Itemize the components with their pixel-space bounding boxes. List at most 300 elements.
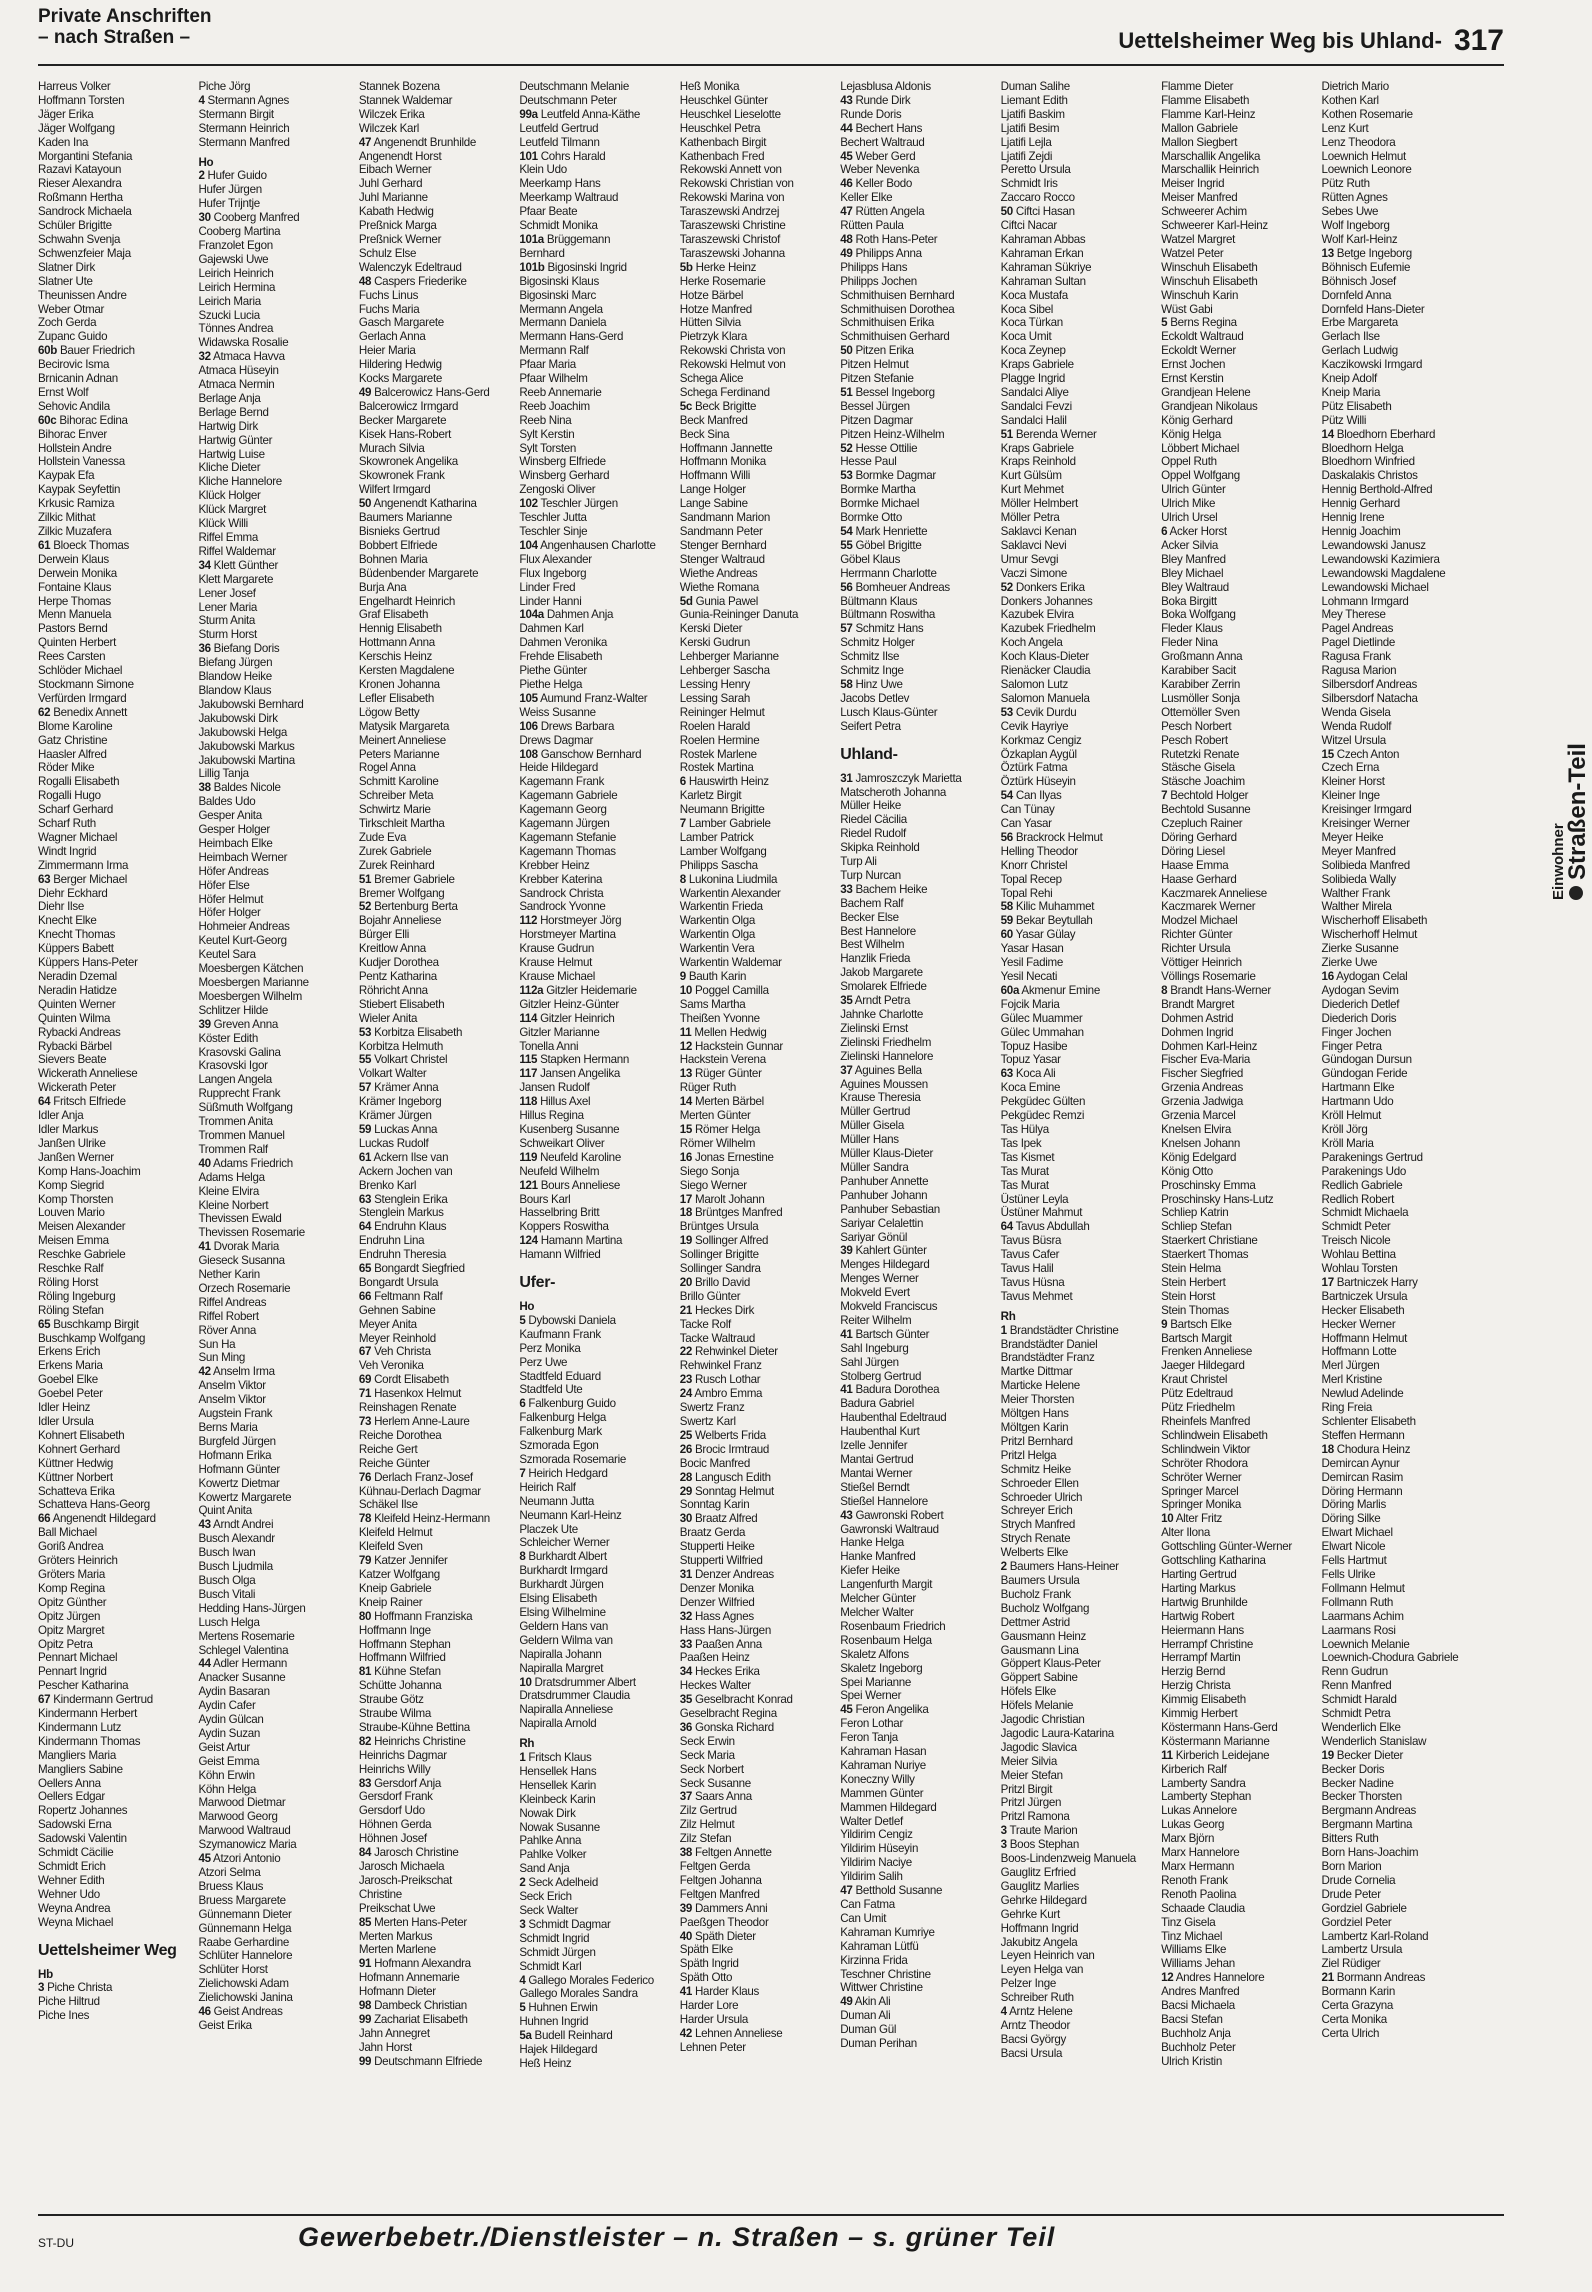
resident-name: Stenger Bernhard <box>679 538 767 552</box>
resident-name: Küttner Hedwig <box>38 1456 114 1470</box>
house-number: 41 <box>840 1327 853 1341</box>
resident-entry <box>1322 497 1476 511</box>
resident-entry <box>680 108 834 122</box>
resident-name: Diederich Detlef <box>1321 997 1400 1011</box>
resident-entry <box>198 434 352 448</box>
resident-entry <box>198 1073 352 1087</box>
house-number: 49 <box>358 385 372 399</box>
resident-entry <box>840 1258 994 1272</box>
resident-entry <box>840 80 994 94</box>
resident-name: Bobbert Elfriede <box>358 538 438 552</box>
resident-entry <box>840 650 994 664</box>
resident-name: Ziel Rüdiger <box>1321 1957 1381 1971</box>
resident-name: Hotze Manfred <box>679 302 752 316</box>
resident-name: Janßen Ulrike <box>38 1136 106 1150</box>
resident-name: Neumann Jutta <box>519 1494 595 1508</box>
resident-name: Pitzen Stefanie <box>840 372 914 386</box>
resident-name: Napiralla Arnold <box>519 1717 597 1731</box>
resident-entry <box>680 1665 834 1679</box>
resident-entry <box>840 344 994 358</box>
resident-entry <box>38 233 192 247</box>
resident-name: Gallego Morales Sandra <box>519 1987 638 2001</box>
resident-name: Acker Silvia <box>1161 538 1219 552</box>
resident-name: Gerlach Anna <box>358 330 426 344</box>
resident-entry <box>519 330 673 344</box>
resident-name: Thevissen Rosemarie <box>198 1226 305 1240</box>
resident-name: Trommen Ralf <box>198 1142 268 1156</box>
resident-name: Roßmann Hertha <box>38 191 123 205</box>
resident-name: Pahlke Volker <box>519 1848 587 1862</box>
resident-name: Yildirim Hüseyin <box>840 1842 919 1856</box>
resident-entry <box>1322 108 1476 122</box>
resident-entry <box>1001 1588 1155 1602</box>
resident-name: Geselbracht Regina <box>679 1707 777 1721</box>
resident-name: Ljatifi Besim <box>1000 121 1060 135</box>
resident-name: Gawronski Robert <box>855 1508 944 1522</box>
resident-entry <box>680 289 834 303</box>
resident-name: Hufer Guido <box>207 169 267 183</box>
resident-name: Warkentin Vera <box>679 942 755 956</box>
resident-entry <box>1161 789 1315 803</box>
resident-entry <box>519 1248 673 1262</box>
resident-entry <box>198 2019 352 2033</box>
resident-name: Bauer Friedrich <box>60 344 135 358</box>
resident-entry <box>840 1439 994 1453</box>
resident-entry <box>1322 1512 1476 1526</box>
resident-name: Kaczmarek Anneliese <box>1161 886 1267 900</box>
resident-entry <box>359 1721 513 1735</box>
resident-entry <box>1322 1999 1476 2013</box>
resident-entry <box>840 1495 994 1509</box>
resident-entry <box>198 1449 352 1463</box>
resident-entry <box>38 428 192 442</box>
resident-name: Winsberg Gerhard <box>519 469 610 483</box>
resident-name: Proschinsky Hans-Lutz <box>1161 1192 1274 1206</box>
resident-entry <box>519 942 673 956</box>
resident-name: Runde Dirk <box>855 93 911 107</box>
resident-name: Yildirim Cengiz <box>840 1828 913 1842</box>
resident-entry <box>840 1397 994 1411</box>
resident-entry <box>359 1359 513 1373</box>
resident-entry <box>1161 942 1315 956</box>
resident-entry <box>1322 1443 1476 1457</box>
resident-name: Kisek Hans-Robert <box>358 427 452 441</box>
resident-name: Hoffmann Jannette <box>679 441 773 455</box>
resident-name: Merten Marlene <box>358 1943 436 1957</box>
resident-entry <box>840 841 994 855</box>
resident-name: Fritsch Elfriede <box>53 1095 126 1109</box>
resident-name: Lamber Patrick <box>679 830 754 844</box>
house-number: 17 <box>679 1192 693 1206</box>
house-number: 15 <box>679 1122 693 1136</box>
resident-name: Kahlert Günter <box>855 1244 927 1258</box>
resident-entry <box>1001 1276 1155 1290</box>
resident-name: Skaletz Ingeborg <box>840 1661 923 1675</box>
resident-name: Napiralla Margret <box>519 1661 604 1675</box>
resident-name: Jonas Ernestine <box>694 1150 774 1164</box>
resident-name: Linder Hanni <box>519 594 582 608</box>
resident-name: Adams Helga <box>198 1170 265 1184</box>
resident-name: Nowak Dirk <box>519 1806 576 1820</box>
resident-entry <box>1322 330 1476 344</box>
resident-name: Mark Henriette <box>855 525 928 538</box>
resident-name: Gehrke Kurt <box>1000 1907 1060 1921</box>
resident-entry <box>1322 1749 1476 1763</box>
resident-name: Smolarek Elfriede <box>840 980 927 994</box>
resident-name: Heß Heinz <box>519 2056 572 2070</box>
resident-entry <box>198 80 352 94</box>
resident-name: Andres Hannelore <box>1175 1971 1265 1985</box>
house-number: 48 <box>840 232 853 246</box>
resident-name: Lewandowski Magdalene <box>1321 566 1446 580</box>
resident-name: Dratsdrummer Albert <box>534 1675 636 1689</box>
resident-entry <box>1001 845 1155 859</box>
resident-entry <box>1161 1707 1315 1721</box>
resident-entry <box>1001 497 1155 511</box>
resident-entry <box>38 455 192 469</box>
house-number: 64 <box>38 1095 51 1109</box>
resident-name: Hennig Elisabeth <box>358 622 442 636</box>
house-number: 99a <box>519 107 538 121</box>
resident-entry <box>198 712 352 726</box>
resident-name: Ljatifi Baskim <box>1000 107 1065 121</box>
resident-name: Bley Waltraud <box>1161 580 1229 594</box>
district-code: Rh <box>519 1737 535 1751</box>
resident-entry <box>1322 942 1476 956</box>
resident-entry <box>198 990 352 1004</box>
resident-entry <box>1161 289 1315 303</box>
resident-entry <box>38 748 192 762</box>
resident-name: Bormann Andreas <box>1336 1971 1426 1985</box>
house-number: 80 <box>358 1609 372 1623</box>
resident-entry <box>38 1846 192 1860</box>
resident-entry <box>1322 1276 1476 1290</box>
resident-entry <box>198 1783 352 1797</box>
resident-entry <box>38 567 192 581</box>
resident-entry <box>840 664 994 678</box>
resident-entry <box>359 1707 513 1721</box>
resident-name: Seck Norbert <box>679 1762 744 1776</box>
resident-name: Finger Jochen <box>1321 1025 1392 1039</box>
resident-entry <box>1322 2013 1476 2027</box>
resident-entry <box>359 330 513 344</box>
resident-name: Caspers Friederike <box>374 274 467 288</box>
resident-name: Diehr Ilse <box>38 900 84 914</box>
resident-name: Kaczikowski Irmgard <box>1321 358 1423 372</box>
resident-name: Gieseck Susanna <box>198 1254 285 1268</box>
resident-name: Juhl Gerhard <box>358 177 423 191</box>
house-number: 13 <box>1321 246 1334 260</box>
resident-entry <box>198 322 352 336</box>
resident-entry <box>680 803 834 817</box>
resident-name: Redlich Robert <box>1321 1192 1395 1206</box>
resident-name: Harder Klaus <box>694 1985 760 1999</box>
resident-name: Stenglein Erika <box>374 1192 448 1206</box>
resident-name: Bremer Wolfgang <box>358 886 445 900</box>
resident-name: Köhn Helga <box>198 1782 257 1796</box>
resident-entry <box>840 289 994 303</box>
resident-entry <box>198 406 352 420</box>
resident-name: Gündogan Feride <box>1321 1067 1408 1081</box>
resident-name: Kaden Ina <box>38 135 89 149</box>
resident-name: Pahlke Anna <box>519 1834 582 1848</box>
house-number: 99 <box>358 2054 372 2068</box>
resident-entry <box>1161 1304 1315 1318</box>
resident-name: Köstermann Hans-Gerd <box>1161 1720 1278 1734</box>
resident-entry <box>1001 1123 1155 1137</box>
resident-entry <box>1322 1151 1476 1165</box>
house-number: 61 <box>38 538 51 552</box>
resident-name: Hartmann Elke <box>1321 1081 1395 1095</box>
resident-name: Biefang Doris <box>213 642 280 656</box>
resident-entry <box>38 1429 192 1443</box>
resident-name: Stenger Waltraud <box>679 552 765 566</box>
resident-name: Bartniczek Ursula <box>1321 1289 1408 1303</box>
resident-entry <box>1001 775 1155 789</box>
resident-entry <box>1001 1067 1155 1081</box>
resident-entry <box>1322 1095 1476 1109</box>
resident-entry <box>840 303 994 317</box>
resident-entry <box>38 1916 192 1930</box>
resident-name: Silbersdorf Andreas <box>1321 677 1418 691</box>
resident-name: Döring Liesel <box>1161 844 1225 858</box>
resident-name: Sehovic Andila <box>38 399 110 413</box>
resident-entry <box>1001 1769 1155 1783</box>
house-number: 50 <box>1000 205 1013 219</box>
resident-entry <box>680 372 834 386</box>
resident-entry <box>680 734 834 748</box>
resident-name: Wohlau Bettina <box>1321 1248 1396 1262</box>
resident-name: Stießel Hannelore <box>840 1494 928 1508</box>
resident-entry <box>359 1026 513 1040</box>
resident-entry <box>1322 1179 1476 1193</box>
resident-entry <box>1001 1206 1155 1220</box>
resident-name: Philipps Anna <box>855 246 922 260</box>
resident-entry <box>840 1898 994 1912</box>
resident-entry <box>359 914 513 928</box>
resident-entry <box>1001 94 1155 108</box>
resident-entry <box>1161 1624 1315 1638</box>
resident-entry <box>359 1040 513 1054</box>
resident-entry <box>1161 511 1315 525</box>
resident-name: Pekgüdec Gülten <box>1000 1095 1086 1109</box>
resident-name: Hoffmann Helmut <box>1321 1331 1408 1345</box>
resident-entry <box>519 539 673 553</box>
resident-entry <box>680 1999 834 2013</box>
house-number: 41 <box>198 1240 211 1254</box>
resident-entry <box>1161 1318 1315 1332</box>
resident-name: Oellers Edgar <box>38 1790 105 1804</box>
resident-name: Kocks Margarete <box>358 372 443 386</box>
resident-entry <box>198 767 352 781</box>
resident-name: Röling Ingeburg <box>38 1289 116 1303</box>
resident-name: Ciftci Hasan <box>1015 205 1075 219</box>
resident-name: Lener Josef <box>198 586 256 600</box>
resident-entry <box>840 1467 994 1481</box>
resident-entry <box>680 1457 834 1471</box>
resident-entry <box>519 1765 673 1779</box>
resident-entry <box>680 344 834 358</box>
resident-name: Hesse Paul <box>840 455 897 469</box>
resident-name: Wischerhoff Elisabeth <box>1321 914 1428 928</box>
resident-entry <box>359 1624 513 1638</box>
resident-entry <box>1161 94 1315 108</box>
resident-name: Bisnieks Gertrud <box>358 525 440 538</box>
house-number: 104a <box>519 608 544 622</box>
resident-entry <box>840 622 994 636</box>
house-number: 11 <box>1161 1748 1173 1762</box>
resident-name: Reeb Annemarie <box>519 385 602 399</box>
resident-entry <box>38 775 192 789</box>
house-number: 91 <box>358 1957 372 1971</box>
resident-entry <box>1161 956 1315 970</box>
resident-entry <box>359 1067 513 1081</box>
resident-name: Hennig Berthold-Alfred <box>1321 483 1433 497</box>
resident-name: Ulrich Ursel <box>1161 511 1218 525</box>
resident-name: Zachariat Elisabeth <box>374 2012 468 2026</box>
resident-name: Meier Thorsten <box>1000 1393 1075 1407</box>
resident-name: Feltgen Johanna <box>679 1873 762 1887</box>
resident-entry <box>38 1818 192 1832</box>
resident-name: Brillo Günter <box>679 1289 741 1303</box>
resident-entry <box>359 122 513 136</box>
resident-entry <box>1001 1824 1155 1838</box>
resident-name: Hottmann Anna <box>358 636 435 650</box>
resident-name: Warkentin Olga <box>679 914 756 928</box>
resident-entry <box>38 1721 192 1735</box>
resident-entry <box>519 1960 673 1974</box>
resident-entry <box>840 720 994 734</box>
resident-name: Herrampf Christine <box>1161 1637 1253 1651</box>
house-number: 12 <box>1161 1971 1174 1985</box>
resident-name: Katzer Wolfgang <box>358 1567 440 1581</box>
resident-entry <box>198 1032 352 1046</box>
resident-name: Müller Gisela <box>840 1119 904 1133</box>
resident-name: Stein Thomas <box>1161 1303 1229 1317</box>
resident-name: Schweerer Karl-Heinz <box>1161 219 1268 233</box>
resident-entry <box>1161 1943 1315 1957</box>
resident-name: Ernst Kerstin <box>1161 372 1224 386</box>
resident-name: Pritzl Birgit <box>1000 1782 1053 1796</box>
resident-entry <box>1322 873 1476 887</box>
resident-name: Möller Helmbert <box>1000 497 1078 511</box>
resident-entry <box>840 469 994 483</box>
resident-name: Stießel Berndt <box>840 1480 910 1494</box>
resident-entry <box>359 247 513 261</box>
resident-entry <box>198 1880 352 1894</box>
resident-name: Warkentin Olga <box>679 928 756 942</box>
resident-entry <box>519 581 673 595</box>
resident-name: Wenda Gisela <box>1321 705 1391 719</box>
resident-name: Meinert Anneliese <box>358 733 446 747</box>
resident-entry <box>840 1091 994 1105</box>
resident-entry <box>1001 1685 1155 1699</box>
house-number: 42 <box>198 1365 211 1379</box>
resident-name: Vaczi Simone <box>1000 566 1068 580</box>
resident-entry <box>519 636 673 650</box>
resident-entry <box>840 1884 994 1898</box>
resident-name: Stannek Waldemar <box>358 93 453 107</box>
resident-name: Best Wilhelm <box>840 938 905 952</box>
resident-entry <box>519 1578 673 1592</box>
resident-entry <box>840 1300 994 1314</box>
house-number: 9 <box>679 970 686 983</box>
resident-entry <box>840 1536 994 1550</box>
resident-name: Luckas Anna <box>374 1122 438 1136</box>
resident-entry <box>359 720 513 734</box>
resident-entry <box>1322 1387 1476 1401</box>
resident-name: Kneip Rainer <box>358 1595 423 1609</box>
resident-name: Heirich Hedgard <box>528 1466 608 1480</box>
resident-name: Springer Marcel <box>1161 1484 1239 1498</box>
resident-name: Weber Gerd <box>855 149 916 163</box>
resident-entry <box>359 1234 513 1248</box>
resident-name: Braatz Gerda <box>679 1526 746 1540</box>
resident-entry <box>1322 1429 1476 1443</box>
resident-name: Süßmuth Wolfgang <box>198 1101 293 1115</box>
house-number: 102 <box>519 497 538 511</box>
resident-name: Kleine Norbert <box>198 1198 269 1212</box>
resident-name: Mangliers Maria <box>38 1748 116 1762</box>
resident-name: Ragusa Frank <box>1321 650 1391 664</box>
resident-name: Lewandowski Kazimiera <box>1321 552 1440 566</box>
resident-entry <box>359 442 513 456</box>
resident-name: Pelzer Inge <box>1000 1977 1057 1991</box>
house-number: 65 <box>38 1317 51 1331</box>
resident-entry <box>359 1165 513 1179</box>
resident-entry <box>1001 219 1155 233</box>
resident-name: Schütte Johanna <box>358 1679 442 1693</box>
resident-entry <box>359 428 513 442</box>
resident-entry <box>1001 136 1155 150</box>
resident-name: Koch Angela <box>1000 636 1063 650</box>
resident-entry <box>198 1991 352 2005</box>
resident-name: Quint Anita <box>198 1504 252 1518</box>
resident-name: Tacke Waltraud <box>679 1331 756 1345</box>
directory-column <box>680 80 834 2198</box>
resident-name: Sams Martha <box>679 997 746 1011</box>
resident-entry <box>359 191 513 205</box>
district-code: Hb <box>38 1967 53 1981</box>
resident-name: Trommen Manuel <box>198 1128 285 1142</box>
resident-entry <box>38 1638 192 1652</box>
resident-name: Meier Silvia <box>1000 1754 1057 1768</box>
resident-entry <box>1322 553 1476 567</box>
house-number: 25 <box>679 1428 693 1442</box>
resident-entry <box>198 1157 352 1171</box>
resident-name: Brüntges Ursula <box>679 1220 759 1234</box>
resident-entry <box>840 2023 994 2037</box>
resident-entry <box>359 1512 513 1526</box>
resident-entry <box>38 414 192 428</box>
resident-name: Walenczyk Edeltraud <box>358 260 462 274</box>
resident-name: Öztürk Hüseyin <box>1000 775 1076 789</box>
resident-name: Gausmann Heinz <box>1000 1629 1087 1643</box>
resident-name: Buchholz Anja <box>1161 2026 1231 2040</box>
resident-entry <box>519 1793 673 1807</box>
resident-name: Aydin Gülcan <box>198 1713 264 1727</box>
resident-entry <box>519 1564 673 1578</box>
resident-name: Burja Ana <box>358 580 407 594</box>
resident-entry <box>198 1171 352 1185</box>
resident-entry <box>198 108 352 122</box>
bullet-icon <box>1569 886 1583 900</box>
resident-entry <box>1001 1699 1155 1713</box>
resident-name: Scharf Ruth <box>38 817 96 831</box>
resident-name: Kühnau-Derlach Dagmar <box>358 1484 481 1498</box>
resident-entry <box>359 261 513 275</box>
resident-name: Röhricht Anna <box>358 983 428 997</box>
